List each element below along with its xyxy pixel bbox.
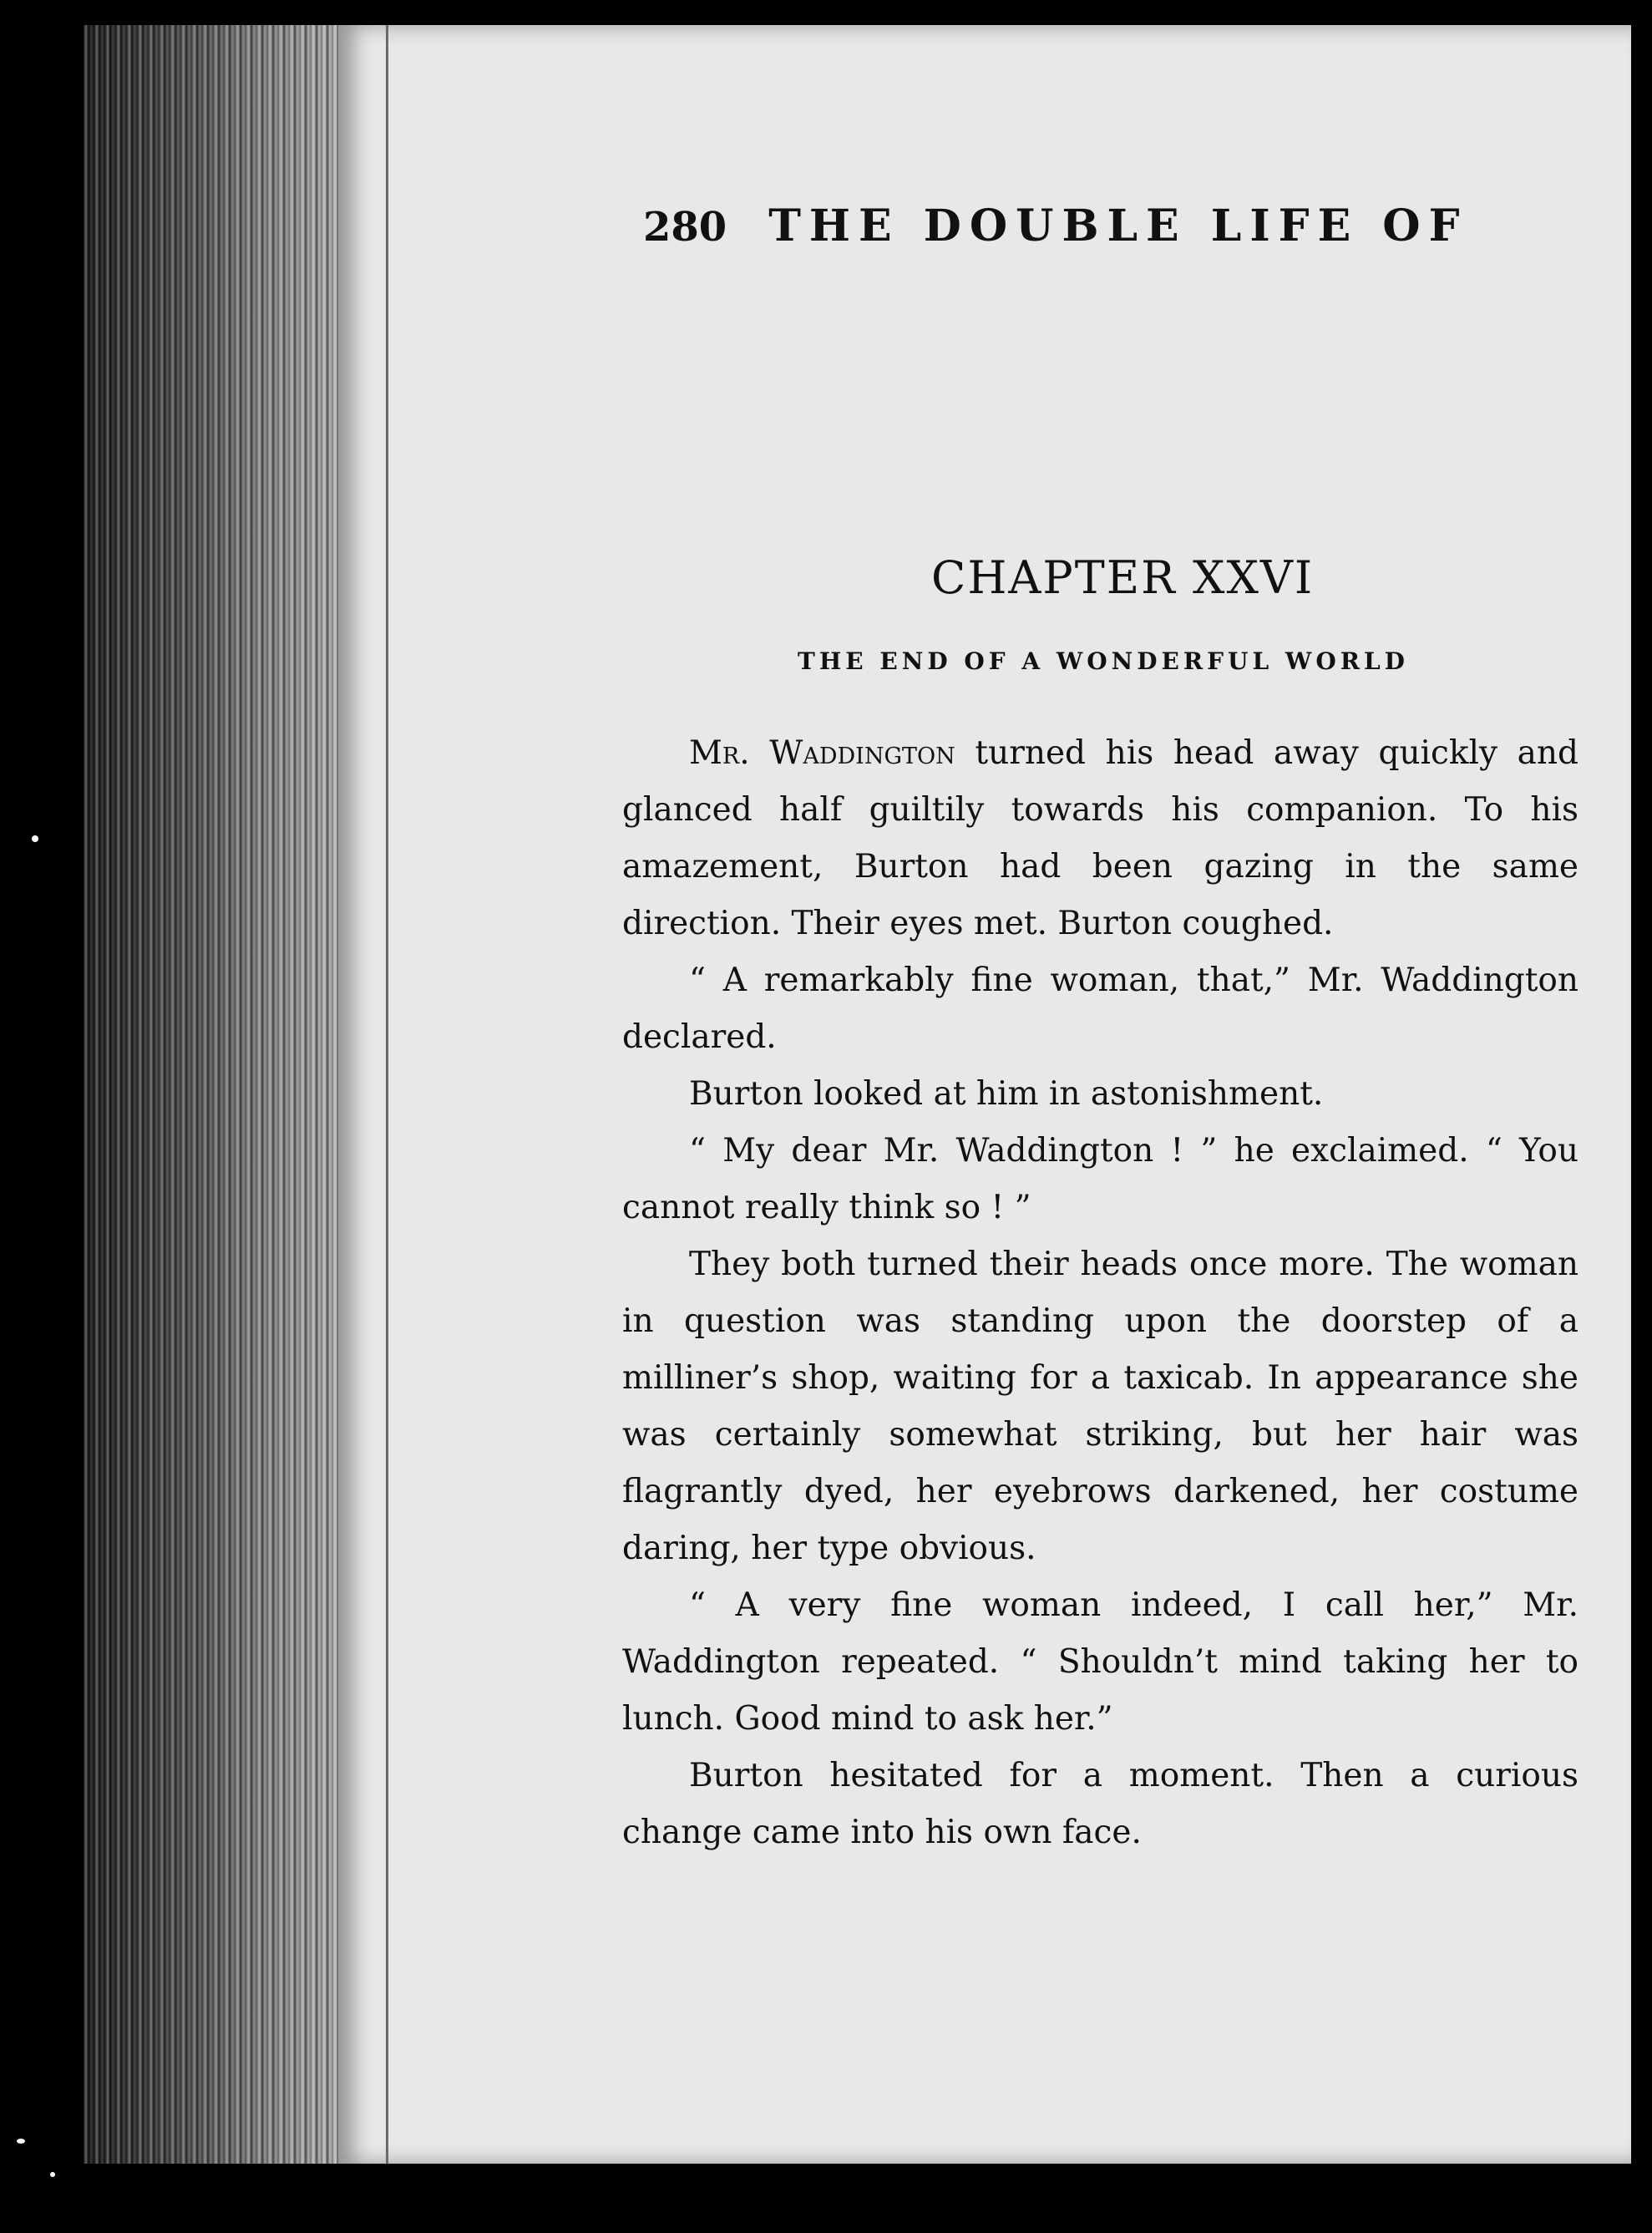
- paragraph: “ A remarkably fine woman, that,” Mr. Waddington declared.: [622, 962, 1579, 1056]
- scan-speck: [32, 835, 38, 842]
- scan-speck: [50, 2172, 55, 2177]
- chapter-subtitle: THE END OF A WONDERFUL WORLD: [798, 647, 1409, 675]
- page-number: 280: [643, 204, 727, 251]
- paragraph: [622, 725, 1579, 952]
- body-text: [622, 725, 1579, 1861]
- paragraph: Burton hesitated for a moment. Then a curious change came into his own face.: [622, 1757, 1579, 1851]
- paragraph-text: turned his head away quickly and glanced half guiltily towards his companion. To his amazement, Burton had been gazing in the same direction. Their eyes met. Burton coughed.: [622, 734, 1579, 942]
- paragraph: “ My dear Mr. Waddington ! ” he exclaimed. “ You cannot really think so ! ”: [622, 1132, 1579, 1226]
- binding-edge: [386, 25, 388, 2164]
- paragraph: “ A very fine woman indeed, I call her,” Mr. Waddington repeated. “ Shouldn’t mind taking her to lunch. Good mind to ask her.”: [622, 1586, 1579, 1738]
- paragraph: They both turned their heads once more. The woman in question was standing upon the doorstep of a milliner’s shop, waiting for a taxicab. In appearance she was certainly somewhat striking, but her hair was flagrantly dyed, her eyebrows darkened, her costume daring, her type obvious.: [622, 1246, 1579, 1567]
- running-head: [643, 200, 1478, 251]
- scan-speck: [17, 2139, 25, 2144]
- running-head-title: THE DOUBLE LIFE OF: [768, 200, 1468, 251]
- chapter-title: CHAPTER XXVI: [931, 551, 1315, 604]
- paragraph-lead: Mr. Waddington: [689, 734, 955, 772]
- paragraph: Burton looked at him in astonishment.: [689, 1075, 1324, 1113]
